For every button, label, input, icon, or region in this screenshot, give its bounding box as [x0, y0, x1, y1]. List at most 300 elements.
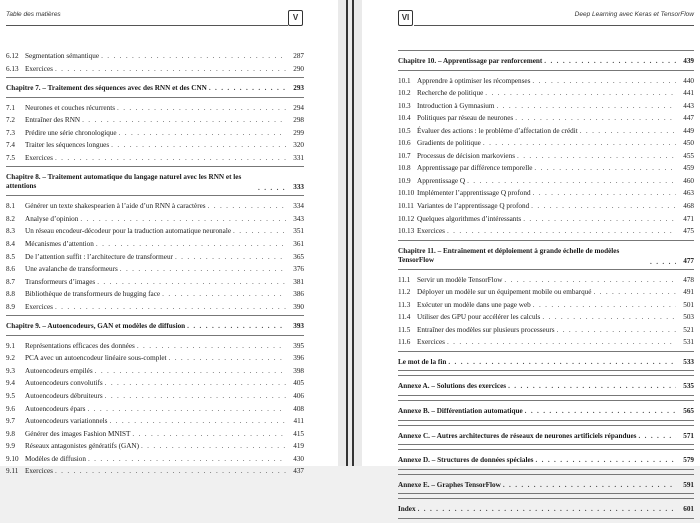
dot-leader: [483, 139, 676, 148]
toc-entry[interactable]: [6, 340, 304, 353]
section-page-number: 398: [293, 366, 304, 375]
dot-leader: [447, 338, 676, 347]
section-page-number: 381: [293, 277, 304, 286]
toc-entry[interactable]: [6, 276, 304, 289]
section-page-number: 468: [683, 202, 694, 211]
section-title: Introduction à Gymnasium: [417, 101, 495, 110]
dot-leader: [496, 102, 676, 111]
section-number: 9.6: [6, 404, 15, 413]
section-title: Transformeurs d’images: [25, 277, 96, 286]
header-title: Deep Learning avec Keras et TensorFlow: [574, 11, 694, 18]
dot-leader: [531, 202, 676, 211]
chapter-rule: [6, 335, 304, 336]
section-title: Apprendre à optimiser les récompenses: [417, 76, 531, 85]
section-page-number: 351: [293, 227, 304, 236]
toc-entry[interactable]: [6, 301, 304, 314]
section-title: Segmentation sémantique: [25, 52, 100, 60]
section-title: Autoencodeurs empilés: [25, 366, 93, 375]
section-number: 8.6: [6, 265, 15, 274]
dot-leader: [504, 276, 676, 285]
section-page-number: 411: [293, 417, 304, 426]
dot-leader: [88, 455, 286, 464]
section-page-number: 455: [683, 151, 694, 160]
dot-leader: [95, 367, 286, 376]
page-number-badge: V: [288, 10, 303, 26]
dot-leader: [132, 430, 286, 439]
chapter-title: Annexe B. – Différentiation automatique: [398, 407, 523, 416]
dot-leader: [515, 114, 676, 123]
section-number: 7.1: [6, 103, 15, 112]
chapter-page-number: 533: [683, 357, 694, 366]
toc-entry[interactable]: [6, 403, 304, 416]
toc-entry[interactable]: [398, 225, 694, 238]
dot-leader: [593, 288, 676, 297]
section-title: Déployer un modèle sur un équipement mobile ou embarqué: [417, 288, 592, 297]
toc-entry[interactable]: [398, 100, 694, 113]
section-title: Exercices: [417, 338, 445, 347]
section-page-number: 343: [293, 214, 304, 223]
section-title: Analyse d’opinion: [25, 214, 79, 223]
section-page-number: 460: [683, 176, 694, 185]
dot-leader: [233, 227, 286, 236]
chapter-page-number: 439: [683, 57, 694, 65]
chapter-rule: [398, 370, 694, 371]
dot-leader: [650, 258, 676, 267]
right-page: [362, 0, 700, 514]
section-number: 11.3: [398, 300, 411, 309]
dot-leader: [542, 313, 676, 322]
chapter-title: Annexe C. – Autres architectures de réseaux de neurones artificiels répandues: [398, 431, 637, 440]
spine-edge-right: [352, 0, 354, 466]
section-number: 8.9: [6, 302, 15, 311]
dot-leader: [137, 342, 286, 351]
chapter-title: Le mot de la fin: [398, 357, 447, 366]
chapter-page-number: 601: [683, 505, 694, 514]
toc-entry[interactable]: [6, 352, 304, 365]
dot-leader: [523, 215, 676, 224]
section-title: Une avalanche de transformeurs: [25, 265, 118, 274]
page-header: [398, 10, 694, 26]
section-page-number: 478: [683, 275, 694, 284]
section-page-number: 441: [683, 89, 694, 98]
section-title: Générer des images Fashion MNIST: [25, 429, 131, 438]
section-number: 8.4: [6, 240, 15, 249]
chapter-entry[interactable]: [6, 171, 304, 193]
section-page-number: 320: [293, 141, 304, 150]
chapter-page-number: 571: [683, 431, 694, 440]
section-page-number: 531: [683, 338, 694, 347]
section-page-number: 503: [683, 313, 694, 322]
section-title: De l’attention suffit : l’architecture de transformeur: [25, 252, 173, 261]
dot-leader: [209, 84, 286, 93]
toc-entry[interactable]: [6, 263, 304, 276]
header-title: Table des matières: [6, 11, 61, 18]
toc-entry[interactable]: [6, 238, 304, 251]
chapter-rule: [398, 493, 694, 494]
toc-entry[interactable]: [398, 200, 694, 213]
section-page-number: 290: [293, 64, 304, 73]
section-divider: [398, 240, 694, 241]
section-number: 10.3: [398, 101, 411, 110]
section-number: 9.2: [6, 354, 15, 363]
toc-entry[interactable]: [398, 336, 694, 349]
chapter-rule: [6, 97, 304, 98]
section-number: 8.7: [6, 277, 15, 286]
dot-leader: [533, 301, 676, 310]
section-number: 10.9: [398, 176, 411, 185]
section-number: 7.3: [6, 128, 15, 137]
section-page-number: 443: [683, 101, 694, 110]
section-number: 8.2: [6, 214, 15, 223]
chapter-entry[interactable]: [398, 356, 694, 369]
dot-leader: [120, 265, 286, 274]
section-page-number: 396: [293, 354, 304, 363]
header-rule: [6, 25, 288, 26]
section-page-number: 298: [293, 116, 304, 125]
chapter-rule: [398, 420, 694, 421]
chapter-entry[interactable]: [398, 430, 694, 443]
chapter-rule: [398, 269, 694, 270]
chapter-page-number: 565: [683, 407, 694, 416]
section-number: 7.4: [6, 141, 15, 150]
section-number: 10.12: [398, 214, 415, 223]
chapter-rule: [398, 518, 694, 519]
chapter-entry[interactable]: [398, 245, 694, 267]
section-title: Un réseau encodeur-décodeur pour la traduction automatique neuronale: [25, 227, 232, 236]
dot-leader: [532, 77, 676, 86]
section-number: 10.2: [398, 89, 411, 98]
section-number: 11.5: [398, 325, 411, 334]
book-spine: [338, 0, 362, 466]
chapter-entry[interactable]: [398, 405, 694, 418]
toc-entry[interactable]: [6, 288, 304, 301]
chapter-page-number: 393: [293, 322, 304, 331]
dot-leader: [80, 215, 286, 224]
section-title: Gradients de politique: [417, 139, 481, 148]
section-page-number: 334: [293, 202, 304, 211]
section-number: 6.12: [6, 52, 19, 60]
section-page-number: 450: [683, 139, 694, 148]
toc-entry[interactable]: [398, 299, 694, 312]
dot-leader: [557, 326, 676, 335]
section-page-number: 361: [293, 240, 304, 249]
section-title: PCA avec un autoencodeur linéaire sous-complet: [25, 354, 167, 363]
dot-leader: [187, 322, 286, 331]
section-title: Exercices: [25, 64, 53, 73]
section-page-number: 419: [293, 442, 304, 451]
section-page-number: 386: [293, 290, 304, 299]
section-title: Exercices: [25, 153, 53, 162]
section-title: Autoencodeurs convolutifs: [25, 379, 103, 388]
section-number: 10.5: [398, 126, 411, 135]
section-title: Apprentissage Q: [417, 176, 466, 185]
toc-entry[interactable]: [6, 200, 304, 213]
section-title: Entraîner des modèles sur plusieurs processeurs: [417, 325, 555, 334]
section-number: 9.11: [6, 467, 19, 476]
section-number: 10.1: [398, 76, 411, 85]
section-title: Politiques par réseau de neurones: [417, 114, 514, 123]
toc-entry[interactable]: [398, 213, 694, 226]
toc-entry[interactable]: [6, 251, 304, 264]
section-title: Recherche de politique: [417, 89, 484, 98]
toc-entry[interactable]: [6, 63, 304, 76]
toc-entry[interactable]: [6, 428, 304, 441]
toc-entry[interactable]: [6, 152, 304, 165]
dot-leader: [119, 129, 286, 138]
dot-leader: [55, 154, 286, 163]
toc-entry[interactable]: [6, 415, 304, 428]
dot-leader: [258, 184, 286, 193]
section-number: 9.4: [6, 379, 15, 388]
section-page-number: 406: [293, 392, 304, 401]
section-page-number: 395: [293, 341, 304, 350]
toc-entry[interactable]: [398, 137, 694, 150]
section-page-number: 440: [683, 76, 694, 85]
section-number: 9.7: [6, 417, 15, 426]
dot-leader: [97, 278, 286, 287]
section-page-number: 405: [293, 379, 304, 388]
section-page-number: 447: [683, 114, 694, 123]
section-title: Neurones et couches récurrents: [25, 103, 116, 112]
dot-leader: [96, 240, 286, 249]
section-number: 7.2: [6, 116, 15, 125]
section-title: Bibliothèque de transformeurs de hugging face: [25, 290, 161, 299]
toc-entry[interactable]: [6, 213, 304, 226]
chapter-rule: [398, 444, 694, 445]
section-page-number: 430: [293, 454, 304, 463]
toc-entry[interactable]: [398, 112, 694, 125]
chapter-rule: [398, 395, 694, 396]
chapter-page-number: 333: [293, 183, 304, 192]
toc-entry[interactable]: [6, 453, 304, 466]
section-title: Implémenter l’apprentissage Q profond: [417, 189, 531, 198]
toc-entry[interactable]: [6, 390, 304, 403]
chapter-title: Annexe A. – Solutions des exercices: [398, 382, 507, 391]
section-page-number: 287: [293, 52, 304, 60]
section-number: 10.4: [398, 114, 411, 123]
section-divider: [398, 375, 694, 376]
section-divider: [6, 166, 304, 167]
dot-leader: [109, 417, 286, 426]
section-number: 11.2: [398, 288, 411, 297]
chapter-entry[interactable]: [6, 82, 304, 95]
page-number-badge: VI: [398, 10, 413, 26]
section-title: Servir un modèle TensorFlow: [417, 275, 503, 284]
dot-leader: [111, 141, 286, 150]
section-number: 9.5: [6, 392, 15, 401]
dot-leader: [517, 152, 676, 161]
section-title: Processus de décision markoviens: [417, 151, 516, 160]
section-number: 7.5: [6, 153, 15, 162]
toc-entry[interactable]: [6, 465, 304, 478]
section-divider: [6, 315, 304, 316]
toc-entry[interactable]: [398, 87, 694, 100]
section-number: 10.7: [398, 151, 411, 160]
toc-entry[interactable]: [398, 75, 694, 88]
section-page-number: 365: [293, 252, 304, 261]
chapter-entry[interactable]: [6, 320, 304, 333]
toc-entry[interactable]: [398, 286, 694, 299]
dot-leader: [447, 227, 676, 236]
section-title: Exécuter un modèle dans une page web: [417, 300, 531, 309]
spine-edge-left: [346, 0, 348, 466]
chapter-entry[interactable]: [398, 479, 694, 492]
dot-leader: [580, 127, 676, 136]
chapter-page-number: 591: [683, 480, 694, 489]
toc-entry[interactable]: [6, 365, 304, 378]
dot-leader: [55, 65, 286, 74]
section-number: 10.11: [398, 202, 414, 211]
section-page-number: 376: [293, 265, 304, 274]
dot-leader: [55, 467, 286, 476]
section-number: 8.8: [6, 290, 15, 299]
section-title: Prédire une série chronologique: [25, 128, 117, 137]
section-title: Entraîner des RNN: [25, 116, 81, 125]
toc-entry[interactable]: [398, 162, 694, 175]
chapter-rule: [398, 70, 694, 71]
chapter-title: Chapitre 11. – Entraînement et déploiement à grande échelle de modèles TensorFlow: [398, 246, 620, 264]
chapter-entry[interactable]: [398, 503, 694, 516]
section-page-number: 390: [293, 302, 304, 311]
section-number: 8.1: [6, 202, 15, 211]
section-number: 10.13: [398, 227, 415, 236]
header-rule: [414, 25, 694, 26]
section-divider: [398, 400, 694, 401]
section-number: 8.5: [6, 252, 15, 261]
section-title: Modèles de diffusion: [25, 454, 86, 463]
chapter-title: Annexe E. – Graphes TensorFlow: [398, 480, 501, 489]
dot-leader: [141, 442, 286, 451]
section-number: 11.6: [398, 338, 411, 347]
toc-entry[interactable]: [6, 114, 304, 127]
section-number: 11.4: [398, 313, 411, 322]
section-number: 10.10: [398, 189, 415, 198]
dot-leader: [101, 52, 286, 61]
chapter-title: Chapitre 8. – Traitement automatique du langage naturel avec les RNN et les attentions: [6, 173, 242, 191]
section-page-number: 491: [683, 288, 694, 297]
section-title: Générer un texte shakespearien à l’aide d’un RNN à caractères: [25, 202, 206, 211]
toc-entry[interactable]: [398, 150, 694, 163]
section-page-number: 501: [683, 300, 694, 309]
table-of-contents: [398, 50, 694, 523]
toc-entry[interactable]: [6, 139, 304, 152]
section-divider: [398, 498, 694, 499]
chapter-page-number: 579: [683, 456, 694, 465]
section-number: 9.10: [6, 454, 19, 463]
section-number: 6.13: [6, 64, 19, 73]
dot-leader: [208, 202, 286, 211]
section-divider: [398, 50, 694, 51]
section-number: 11.1: [398, 275, 411, 284]
dot-leader: [467, 177, 676, 186]
section-page-number: 463: [683, 189, 694, 198]
section-page-number: 475: [683, 227, 694, 236]
dot-leader: [535, 456, 676, 465]
dot-leader: [418, 505, 676, 514]
chapter-page-number: 535: [683, 382, 694, 391]
chapter-title: Annexe D. – Structures de données spéciales: [398, 456, 534, 465]
section-page-number: 294: [293, 103, 304, 112]
toc-entry[interactable]: [398, 125, 694, 138]
toc-entry[interactable]: [398, 274, 694, 287]
section-number: 10.8: [398, 164, 411, 173]
toc-entry[interactable]: [398, 311, 694, 324]
section-page-number: 459: [683, 164, 694, 173]
chapter-entry[interactable]: [398, 454, 694, 467]
chapter-entry[interactable]: [398, 380, 694, 393]
section-number: 8.3: [6, 227, 15, 236]
dot-leader: [82, 116, 286, 125]
dot-leader: [169, 354, 286, 363]
toc-entry[interactable]: [398, 175, 694, 188]
section-number: 9.1: [6, 341, 15, 350]
dot-leader: [508, 382, 676, 391]
section-title: Mécanismes d’attention: [25, 240, 94, 249]
chapter-entry[interactable]: [398, 55, 694, 68]
dot-leader: [525, 407, 676, 416]
section-page-number: 415: [293, 429, 304, 438]
section-title: Exercices: [25, 302, 53, 311]
chapter-rule: [6, 195, 304, 196]
section-title: Exercices: [417, 227, 445, 236]
section-page-number: 408: [293, 404, 304, 413]
dot-leader: [638, 432, 676, 441]
toc-entry[interactable]: [398, 187, 694, 200]
section-divider: [398, 449, 694, 450]
dot-leader: [162, 290, 286, 299]
chapter-title: Chapitre 9. – Autoencodeurs, GAN et modèles de diffusion: [6, 322, 186, 331]
section-divider: [6, 77, 304, 78]
table-of-contents: [6, 50, 304, 478]
section-title: Exercices: [25, 467, 53, 476]
section-title: Représentations efficaces des données: [25, 341, 135, 350]
section-page-number: 521: [683, 325, 694, 334]
page-header: [6, 10, 304, 26]
section-divider: [398, 474, 694, 475]
left-page: [0, 0, 338, 476]
dot-leader: [105, 392, 286, 401]
toc-entry[interactable]: [6, 225, 304, 238]
dot-leader: [87, 405, 286, 414]
dot-leader: [533, 189, 676, 198]
section-page-number: 299: [293, 128, 304, 137]
section-title: Autoencodeurs variationnels: [25, 417, 108, 426]
dot-leader: [448, 358, 676, 367]
toc-entry[interactable]: [6, 377, 304, 390]
section-title: Traiter les séquences longues: [25, 141, 110, 150]
section-number: 9.8: [6, 429, 15, 438]
dot-leader: [105, 379, 286, 388]
toc-entry[interactable]: [6, 50, 304, 63]
toc-entry[interactable]: [398, 324, 694, 337]
section-divider: [398, 425, 694, 426]
section-divider: [398, 351, 694, 352]
toc-entry[interactable]: [6, 102, 304, 115]
toc-entry[interactable]: [6, 440, 304, 453]
chapter-page-number: 293: [293, 84, 304, 93]
section-title: Utiliser des GPU pour accélérer les calculs: [417, 313, 541, 322]
dot-leader: [175, 253, 286, 262]
chapter-page-number: 477: [683, 256, 694, 265]
toc-entry[interactable]: [6, 127, 304, 140]
chapter-title: Chapitre 7. – Traitement des séquences avec des RNN et des CNN: [6, 84, 207, 93]
section-title: Variantes de l’apprentissage Q profond: [417, 202, 530, 211]
section-title: Réseaux antagonistes génératifs (GAN): [25, 442, 139, 451]
section-number: 9.9: [6, 442, 15, 451]
section-page-number: 331: [293, 153, 304, 162]
section-page-number: 471: [683, 214, 694, 223]
section-title: Autoencodeurs épars: [25, 404, 86, 413]
